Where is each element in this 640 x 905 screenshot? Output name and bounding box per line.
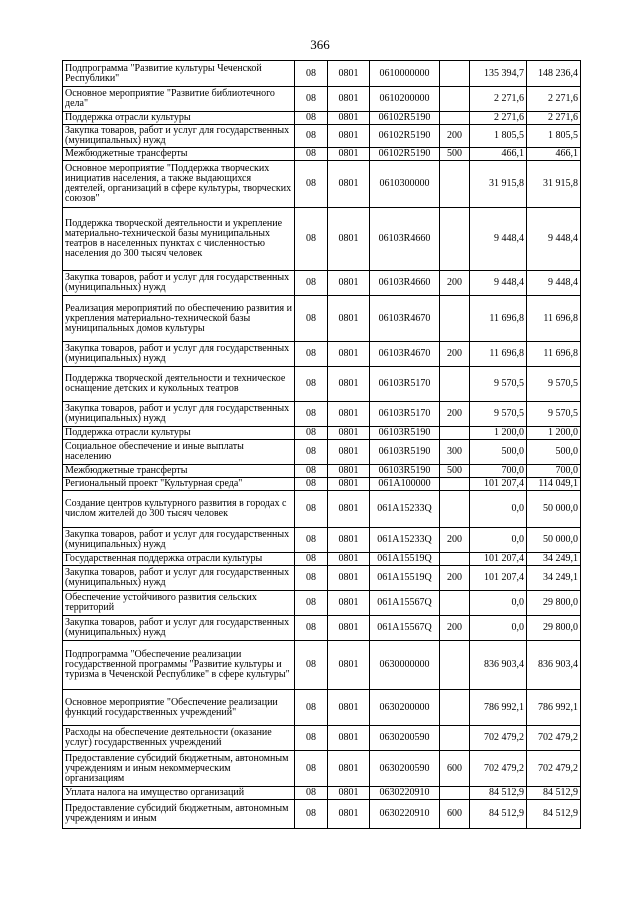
row-amount-year-2: 34 249,1 (527, 553, 581, 566)
row-amount-year-1: 9 448,4 (470, 271, 527, 296)
row-amount-year-2: 466,1 (527, 148, 581, 161)
row-name: Поддержка отрасли культуры (63, 427, 295, 440)
row-name: Закупка товаров, работ и услуг для государственных (муниципальных) нужд (63, 125, 295, 148)
row-section: 08 (295, 591, 328, 616)
row-amount-year-2: 2 271,6 (527, 112, 581, 125)
row-expense-type (440, 787, 470, 800)
row-amount-year-1: 702 479,2 (470, 751, 527, 787)
row-target-code: 06102R5190 (370, 112, 440, 125)
table-row (63, 566, 581, 591)
table-row (63, 271, 581, 296)
row-amount-year-1: 0,0 (470, 528, 527, 553)
row-target-code: 0630220910 (370, 787, 440, 800)
row-amount-year-1: 2 271,6 (470, 112, 527, 125)
row-name: Предоставление субсидий бюджетным, автономным учреждениям и иным (63, 800, 295, 829)
table-row (63, 61, 581, 87)
row-amount-year-1: 9 570,5 (470, 402, 527, 427)
table-row (63, 616, 581, 641)
row-name: Закупка товаров, работ и услуг для государственных (муниципальных) нужд (63, 271, 295, 296)
row-expense-type: 200 (440, 271, 470, 296)
row-amount-year-2: 11 696,8 (527, 342, 581, 367)
row-target-code: 061A15233Q (370, 491, 440, 528)
row-expense-type: 300 (440, 440, 470, 465)
row-name: Закупка товаров, работ и услуг для государственных (муниципальных) нужд (63, 528, 295, 553)
row-subsection: 0801 (328, 800, 370, 829)
row-subsection: 0801 (328, 641, 370, 690)
row-section: 08 (295, 427, 328, 440)
row-amount-year-2: 11 696,8 (527, 296, 581, 342)
row-target-code: 0630200590 (370, 751, 440, 787)
row-target-code: 06103R5190 (370, 427, 440, 440)
table-row (63, 87, 581, 112)
row-amount-year-1: 11 696,8 (470, 296, 527, 342)
row-subsection: 0801 (328, 87, 370, 112)
row-section: 08 (295, 208, 328, 271)
row-subsection: 0801 (328, 478, 370, 491)
row-name: Обеспечение устойчивого развития сельских территорий (63, 591, 295, 616)
page-number: 366 (310, 37, 330, 52)
row-section: 08 (295, 566, 328, 591)
row-section: 08 (295, 61, 328, 87)
row-amount-year-1: 0,0 (470, 491, 527, 528)
row-target-code: 061A15567Q (370, 616, 440, 641)
row-name: Социальное обеспечение и иные выплаты населению (63, 440, 295, 465)
row-expense-type (440, 208, 470, 271)
row-subsection: 0801 (328, 566, 370, 591)
row-expense-type: 200 (440, 616, 470, 641)
row-expense-type: 200 (440, 566, 470, 591)
row-expense-type (440, 478, 470, 491)
row-amount-year-2: 700,0 (527, 465, 581, 478)
table-row (63, 440, 581, 465)
table-row (63, 367, 581, 402)
row-target-code: 0630220910 (370, 800, 440, 829)
row-target-code: 0610200000 (370, 87, 440, 112)
row-section: 08 (295, 787, 328, 800)
row-section: 08 (295, 440, 328, 465)
row-target-code: 06103R4670 (370, 342, 440, 367)
row-amount-year-2: 29 800,0 (527, 591, 581, 616)
row-expense-type (440, 690, 470, 726)
row-subsection: 0801 (328, 787, 370, 800)
row-amount-year-2: 702 479,2 (527, 726, 581, 751)
row-amount-year-2: 702 479,2 (527, 751, 581, 787)
row-amount-year-2: 29 800,0 (527, 616, 581, 641)
row-target-code: 06103R4670 (370, 296, 440, 342)
row-amount-year-1: 11 696,8 (470, 342, 527, 367)
row-expense-type: 600 (440, 751, 470, 787)
row-section: 08 (295, 161, 328, 208)
row-target-code: 061A100000 (370, 478, 440, 491)
row-section: 08 (295, 641, 328, 690)
row-amount-year-2: 9 448,4 (527, 208, 581, 271)
row-section: 08 (295, 148, 328, 161)
row-target-code: 061A15567Q (370, 591, 440, 616)
row-amount-year-1: 101 207,4 (470, 553, 527, 566)
row-target-code: 0630200590 (370, 726, 440, 751)
row-subsection: 0801 (328, 726, 370, 751)
row-section: 08 (295, 616, 328, 641)
row-section: 08 (295, 553, 328, 566)
row-subsection: 0801 (328, 112, 370, 125)
row-amount-year-1: 9 448,4 (470, 208, 527, 271)
row-subsection: 0801 (328, 148, 370, 161)
row-expense-type: 200 (440, 125, 470, 148)
row-expense-type (440, 61, 470, 87)
row-expense-type: 200 (440, 528, 470, 553)
row-amount-year-2: 148 236,4 (527, 61, 581, 87)
row-target-code: 06103R5190 (370, 440, 440, 465)
table-row (63, 478, 581, 491)
row-amount-year-2: 2 271,6 (527, 87, 581, 112)
row-expense-type (440, 726, 470, 751)
row-amount-year-2: 84 512,9 (527, 787, 581, 800)
row-section: 08 (295, 296, 328, 342)
row-amount-year-1: 0,0 (470, 616, 527, 641)
row-expense-type (440, 641, 470, 690)
row-amount-year-1: 500,0 (470, 440, 527, 465)
row-name: Поддержка творческой деятельности и техническое оснащение детских и кукольных театров (63, 367, 295, 402)
row-section: 08 (295, 491, 328, 528)
row-subsection: 0801 (328, 591, 370, 616)
row-amount-year-1: 700,0 (470, 465, 527, 478)
row-amount-year-1: 101 207,4 (470, 566, 527, 591)
row-target-code: 06103R4660 (370, 208, 440, 271)
row-subsection: 0801 (328, 690, 370, 726)
table-row (63, 296, 581, 342)
row-expense-type (440, 296, 470, 342)
row-subsection: 0801 (328, 342, 370, 367)
row-amount-year-1: 786 992,1 (470, 690, 527, 726)
row-section: 08 (295, 528, 328, 553)
row-expense-type (440, 87, 470, 112)
table-body (63, 61, 581, 829)
row-amount-year-2: 50 000,0 (527, 491, 581, 528)
row-subsection: 0801 (328, 208, 370, 271)
row-amount-year-2: 786 992,1 (527, 690, 581, 726)
row-expense-type: 600 (440, 800, 470, 829)
row-section: 08 (295, 87, 328, 112)
row-expense-type (440, 553, 470, 566)
row-subsection: 0801 (328, 296, 370, 342)
row-expense-type: 200 (440, 402, 470, 427)
row-target-code: 061A15519Q (370, 553, 440, 566)
table-row (63, 751, 581, 787)
table-row (63, 800, 581, 829)
table-row (63, 427, 581, 440)
row-subsection: 0801 (328, 465, 370, 478)
row-name: Уплата налога на имущество организаций (63, 787, 295, 800)
table-row (63, 465, 581, 478)
row-target-code: 061A15233Q (370, 528, 440, 553)
row-section: 08 (295, 112, 328, 125)
row-expense-type: 200 (440, 342, 470, 367)
row-name: Основное мероприятие "Обеспечение реализации функций государственных учреждений" (63, 690, 295, 726)
row-name: Закупка товаров, работ и услуг для государственных (муниципальных) нужд (63, 566, 295, 591)
row-subsection: 0801 (328, 553, 370, 566)
row-subsection: 0801 (328, 125, 370, 148)
budget-table (62, 60, 581, 829)
row-section: 08 (295, 726, 328, 751)
row-amount-year-2: 84 512,9 (527, 800, 581, 829)
row-name: Основное мероприятие "Развитие библиотечного дела" (63, 87, 295, 112)
row-amount-year-1: 466,1 (470, 148, 527, 161)
row-target-code: 06103R4660 (370, 271, 440, 296)
row-section: 08 (295, 478, 328, 491)
row-target-code: 0610300000 (370, 161, 440, 208)
row-amount-year-2: 9 448,4 (527, 271, 581, 296)
row-subsection: 0801 (328, 491, 370, 528)
table-row (63, 553, 581, 566)
row-amount-year-2: 31 915,8 (527, 161, 581, 208)
row-amount-year-2: 34 249,1 (527, 566, 581, 591)
table-row (63, 112, 581, 125)
row-amount-year-2: 9 570,5 (527, 402, 581, 427)
row-amount-year-1: 84 512,9 (470, 800, 527, 829)
row-subsection: 0801 (328, 61, 370, 87)
row-section: 08 (295, 465, 328, 478)
row-amount-year-1: 1 200,0 (470, 427, 527, 440)
table-row (63, 402, 581, 427)
row-target-code: 06102R5190 (370, 125, 440, 148)
row-subsection: 0801 (328, 440, 370, 465)
row-section: 08 (295, 751, 328, 787)
row-name: Предоставление субсидий бюджетным, автономным учреждениям и иным некоммерческим организациям (63, 751, 295, 787)
row-target-code: 0630200000 (370, 690, 440, 726)
row-subsection: 0801 (328, 427, 370, 440)
row-amount-year-1: 702 479,2 (470, 726, 527, 751)
table-row (63, 125, 581, 148)
row-name: Межбюджетные трансферты (63, 465, 295, 478)
row-amount-year-2: 50 000,0 (527, 528, 581, 553)
row-section: 08 (295, 690, 328, 726)
row-expense-type: 500 (440, 465, 470, 478)
row-amount-year-1: 0,0 (470, 591, 527, 616)
row-name: Расходы на обеспечение деятельности (оказание услуг) государственных учреждений (63, 726, 295, 751)
row-subsection: 0801 (328, 751, 370, 787)
row-amount-year-2: 9 570,5 (527, 367, 581, 402)
row-amount-year-1: 31 915,8 (470, 161, 527, 208)
row-name: Создание центров культурного развития в городах с числом жителей до 300 тысяч человек (63, 491, 295, 528)
row-name: Закупка товаров, работ и услуг для государственных (муниципальных) нужд (63, 402, 295, 427)
row-section: 08 (295, 367, 328, 402)
row-name: Государственная поддержка отрасли культуры (63, 553, 295, 566)
table-row (63, 342, 581, 367)
row-subsection: 0801 (328, 161, 370, 208)
row-name: Поддержка отрасли культуры (63, 112, 295, 125)
table-row (63, 690, 581, 726)
row-name: Реализация мероприятий по обеспечению развития и укрепления материально-технической базы муниципальных домов культуры (63, 296, 295, 342)
row-target-code: 061A15519Q (370, 566, 440, 591)
row-expense-type (440, 161, 470, 208)
row-amount-year-1: 84 512,9 (470, 787, 527, 800)
table-row (63, 528, 581, 553)
row-target-code: 0630000000 (370, 641, 440, 690)
row-expense-type: 500 (440, 148, 470, 161)
row-amount-year-1: 135 394,7 (470, 61, 527, 87)
row-amount-year-1: 9 570,5 (470, 367, 527, 402)
row-expense-type (440, 591, 470, 616)
row-name: Региональный проект "Культурная среда" (63, 478, 295, 491)
table-row (63, 491, 581, 528)
row-amount-year-1: 1 805,5 (470, 125, 527, 148)
row-target-code: 06102R5190 (370, 148, 440, 161)
row-name: Закупка товаров, работ и услуг для государственных (муниципальных) нужд (63, 342, 295, 367)
row-amount-year-2: 500,0 (527, 440, 581, 465)
table-row (63, 148, 581, 161)
row-target-code: 06103R5170 (370, 367, 440, 402)
row-subsection: 0801 (328, 367, 370, 402)
row-section: 08 (295, 342, 328, 367)
row-target-code: 06103R5190 (370, 465, 440, 478)
row-name: Подпрограмма "Развитие культуры Чеченской Республики" (63, 61, 295, 87)
table-row (63, 208, 581, 271)
table-row (63, 641, 581, 690)
row-name: Закупка товаров, работ и услуг для государственных (муниципальных) нужд (63, 616, 295, 641)
row-subsection: 0801 (328, 528, 370, 553)
row-amount-year-1: 2 271,6 (470, 87, 527, 112)
row-subsection: 0801 (328, 402, 370, 427)
row-name: Подпрограмма "Обеспечение реализации государственной программы "Развитие культуры и туризма в Чеченской Республике" в сфере культуры" (63, 641, 295, 690)
row-amount-year-2: 1 200,0 (527, 427, 581, 440)
row-amount-year-2: 1 805,5 (527, 125, 581, 148)
table-row (63, 726, 581, 751)
table-row (63, 787, 581, 800)
row-name: Основное мероприятие "Поддержка творческих инициатив населения, а также выдающихся деятелей, организаций в сфере культуры, творческих союзов" (63, 161, 295, 208)
row-subsection: 0801 (328, 271, 370, 296)
row-amount-year-1: 836 903,4 (470, 641, 527, 690)
row-subsection: 0801 (328, 616, 370, 641)
row-target-code: 06103R5170 (370, 402, 440, 427)
row-expense-type (440, 491, 470, 528)
row-expense-type (440, 367, 470, 402)
row-section: 08 (295, 800, 328, 829)
row-expense-type (440, 427, 470, 440)
row-amount-year-2: 114 049,1 (527, 478, 581, 491)
table-row (63, 591, 581, 616)
table-row (63, 161, 581, 208)
row-target-code: 0610000000 (370, 61, 440, 87)
row-section: 08 (295, 271, 328, 296)
row-section: 08 (295, 402, 328, 427)
row-amount-year-2: 836 903,4 (527, 641, 581, 690)
row-name: Поддержка творческой деятельности и укрепление материально-технической базы муниципальных театров в населенных пунктах с численностью населения до 300 тысяч человек (63, 208, 295, 271)
row-name: Межбюджетные трансферты (63, 148, 295, 161)
row-amount-year-1: 101 207,4 (470, 478, 527, 491)
row-expense-type (440, 112, 470, 125)
row-section: 08 (295, 125, 328, 148)
